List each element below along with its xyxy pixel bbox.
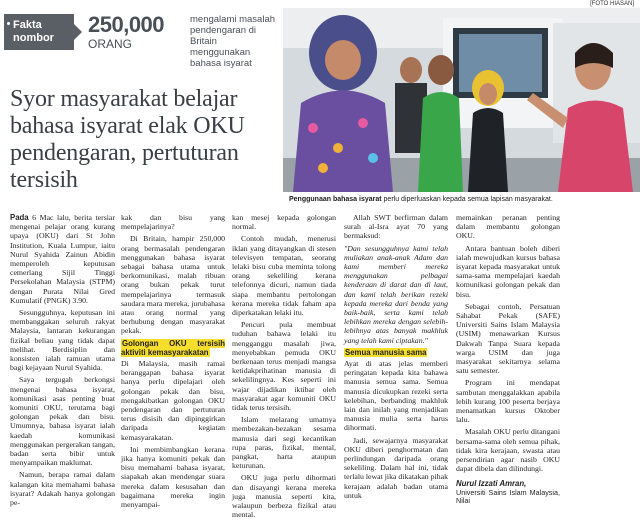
col3-paragraph-1: kan mesej kepada golongan normal. (232, 213, 336, 232)
fakta-label-line2: nombor (13, 32, 54, 44)
col5-paragraph-4: Program ini mendapat sambutan menggalakkan apabila lebih kurang 100 peserta berjaya menamatkan kursus Oktober lalu. (456, 378, 560, 425)
col3-paragraph-4: Islam melarang umatnya membezakan-bezakan sesama manusia dari segi kecantikan rupa paras, fizikal, mental, pangkat, harta ataupun keturunan. (232, 415, 336, 471)
col5-paragraph-2: Antara bantuan boleh diberi ialah mewujudkan kursus bahasa isyarat kepada masyarakat untuk sama-sama mempelajari kaedah komunikasi golongan pekak dan bisu. (456, 243, 560, 299)
article-column-5 (456, 213, 560, 506)
col4-paragraph-1: Allah SWT berfirman dalam surah al-Isra ayat 70 yang bermaksud: (344, 213, 448, 241)
col2-paragraph-4: Ini membimbangkan kerana jika hanya komuniti pekak dan bisu memahami bahasa isyarat, siapakah akan mendengar suara mereka dalam kesusahan dan bagaimana mereka ingin menyampai- (121, 444, 225, 510)
author-name: Nurul Izzati Amran, (456, 479, 527, 489)
article-column-3 (232, 213, 336, 523)
quran-quote: "Dan sesungguhnya kami telah muliakan anak-anak Adam dan kami memberi mereka menggunakan pelbagai kenderaan di darat dan di laut, dan kami telah berikan rezeki kepada mereka dari benda yang baik-baik, serta kami telah lebihkan mereka dengan selebih-lebihnya atas banyak makhluk yang telah kami ciptakan." (344, 243, 448, 345)
col3-paragraph-3: Pencuri pula membuat tuduhan bahawa lelaki itu mengganggu masalah jiwa, menyebabkan pemuda OKU berkenaan terus menjadi mangsa ketidakprihatinan manusia di sekelilingnya. Kes seperti ini wajar dijadikan iktibar oleh masyarakat agar komuniti OKU tidak terus tersisih. (232, 320, 336, 413)
col1-paragraph-1: 6 Mac lalu, berita tersiar mengenai pelajar orang kurang upaya (OKU) dari St John Institution, Kuala Lumpur, iaitu Nurul Syahida Zainun Abidin memperoleh keputusan cemerlang Sijil Tinggi Persekolahan Malaysia (STPM) dengan Purata Nilai Gred Kumulatif (PNGK) 3.90. (10, 213, 115, 305)
photo-caption-text: perlu diperluaskan kepada semua lapisan masyarakat. (381, 196, 553, 203)
article-column-2 (121, 213, 225, 512)
arrow-right-icon (74, 24, 82, 40)
col2-paragraph-3: Di Malaysia, masih ramai beranggapan bahasa isyarat hanya perlu dipelajari oleh golongan pekak dan bisu, mengakibatkan golongan OKU pendengaran dan pertuturan terus disisih dan dipinggirkan daripada kegiatan kemasyarakatan. (121, 359, 225, 442)
article-headline: Syor masyarakat belajar bahasa isyarat elak OKU pendengaran, pertuturan tersisih (10, 86, 245, 193)
subheading-semua-manusia-sama: Semua manusia sama (345, 347, 427, 357)
col3-paragraph-5: OKU juga perlu dihormati dan disayangi kerana mereka juga manusia seperti kita, walaupun berbeza fizikal atau mental. (232, 473, 336, 520)
photo-caption (289, 196, 639, 203)
photo-credit: [FOTO HIASAN] (590, 1, 634, 7)
col4-paragraph-3: Jadi, sewajarnya masyarakat OKU diberi penghormatan dan perlindungan daripada orang sekeliling. Dalam hal ini, tidak terlalu lewat jika dikatakan pihak kerajaan adalah badan utama untuk (344, 435, 448, 500)
col1-paragraph-4: Namun, berapa ramai dalam kalangan kita memahami bahasa isyarat? Adakah hanya golongan pe- (10, 470, 115, 508)
col4-paragraph-2: Ayat di atas jelas memberi peringatan kepada kita bahawa manusia semua sama. Semua manusia dicukupkan rezeki serta kelebihan, berbanding makhluk lain dan inilah yang menjadikan manusia mulia serta harus dihormati. (344, 359, 448, 433)
photo-caption-bold: Penggunaan bahasa isyarat (289, 196, 382, 203)
col1-paragraph-3: Saya tergugah berkongsi mengenai bahasa isyarat, komunikasi asas penting buat komuniti OKU, terutama bagi golongan pekak dan bisu. Umumnya, bahasa isyarat ialah kaedah komunikasi menggunakan pergerakan tangan, badan serta bibir untuk menyampaikan maklumat. (10, 375, 115, 468)
fakta-number: 250,000 (88, 12, 165, 37)
col2-paragraph-1: kak dan bisu yang mempelajarinya? (121, 213, 225, 232)
fakta-unit: ORANG (88, 37, 133, 51)
subheading-oku-tersisih: Golongan OKU tersisih aktiviti kemasyarakatan (121, 338, 225, 357)
col5-paragraph-1: memainkan peranan penting dalam membantu golongan OKU. (456, 213, 560, 241)
photo-illustration (283, 8, 640, 192)
col2-paragraph-2: Di Britain, hampir 250,000 orang bermasalah pendengaran menggunakan bahasa isyarat sebagai bahasa utama untuk berkomunikasi, malah ribuan orang bukan pekak turut mempelajarinya termasuk saudara mara mereka, jurubahasa atau orang normal yang berhubung dengan masyarakat pekak. (121, 234, 225, 336)
author-institution: Universiti Sains Islam Malaysia, Nilai (456, 487, 560, 506)
article-column-4 (344, 213, 448, 503)
lead-word: Pada (10, 213, 29, 222)
bullet-icon (7, 22, 10, 25)
article-photo (283, 8, 640, 192)
fakta-nombor-label (4, 14, 74, 50)
col1-paragraph-2: Sesungguhnya, keputusan ini membanggakan seluruh rakyat Malaysia, lantaran kekurangan fizikal beliau yang tidak dapat melihat. Berdisiplin dan konsisten ialah ramuan utama bagi kejayaan Nurul Syahida. (10, 308, 115, 373)
col3-paragraph-2: Contoh mudah, menerusi iklan yang ditayangkan di stesen televisyen tempatan, seorang lelaki bisu cuba meminta tolong orang sekeliling kerana telefonnya dicuri, namun tiada siapa membantu pertolongan kerana mereka tidak faham apa diperkatakan lelaki itu. (232, 234, 336, 318)
fakta-label-line1: Fakta (13, 19, 42, 31)
article-column-1 (10, 213, 115, 510)
col5-paragraph-3: Sebagai contoh, Persatuan Sahabat Pekak (SAFE) Universiti Sains Islam Malaysia (USIM) menawarkan Kursus Dakwah Tanpa Suara kepada warga USIM dan juga masyarakat sekitarnya selama satu semester. (456, 301, 560, 376)
fakta-description: mengalami masalah pendengaran di Britain menggunakan bahasa isyarat (190, 14, 276, 69)
col5-paragraph-5: Masalah OKU perlu ditangani bersama-sama oleh semua pihak, tidak kira kerajaan, swasta atau persendirian agar nasib OKU dapat dibela dan dilindungi. (456, 427, 560, 474)
